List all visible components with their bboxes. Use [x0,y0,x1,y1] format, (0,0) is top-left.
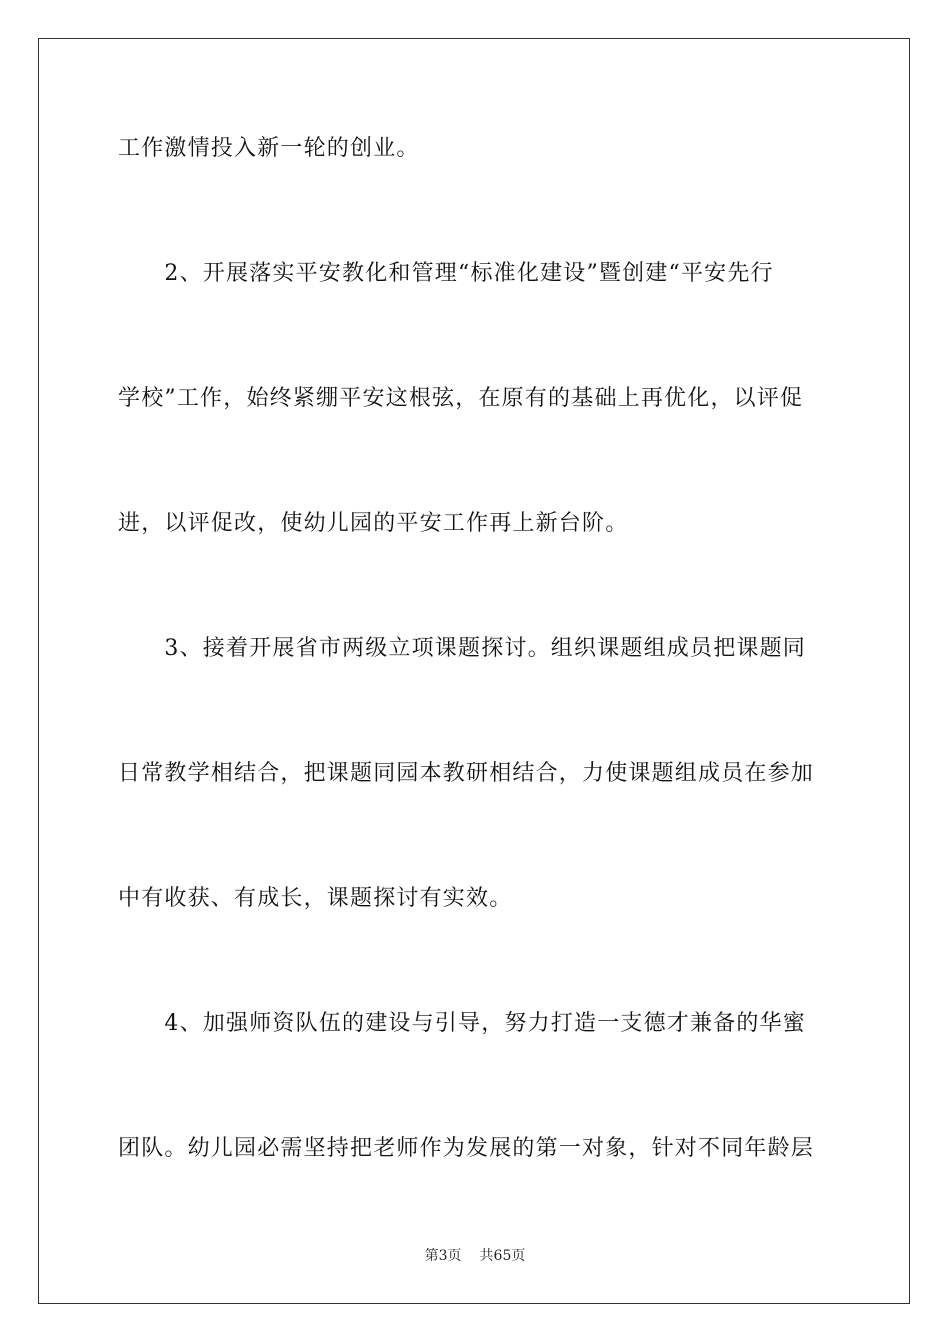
body-line-6: 日常教学相结合，把课题同园本教研相结合，力使课题组成员在参加 [118,761,815,786]
body-line-3: 学校”工作，始终紧绷平安这根弦，在原有的基础上再优化，以评促 [118,386,804,411]
body-line-8: 4、加强师资队伍的建设与引导，努力打造一支德才兼备的华蜜 [118,1011,806,1036]
page-footer [0,1246,950,1266]
page-border [38,38,910,1304]
body-line-1: 工作激情投入新一轮的创业。 [118,136,420,161]
page-number: 第3页 [424,1248,462,1264]
total-pages: 共65页 [479,1248,526,1264]
body-line-9: 团队。幼儿园必需坚持把老师作为发展的第一对象，针对不同年龄层 [118,1136,815,1161]
body-line-7: 中有收获、有成长，课题探讨有实效。 [118,886,513,911]
body-line-4: 进，以评促改，使幼儿园的平安工作再上新台阶。 [118,511,629,536]
body-line-2: 2、开展落实平安教化和管理“标准化建设”暨创建“平安先行 [118,261,774,286]
body-line-5: 3、接着开展省市两级立项课题探讨。组织课题组成员把课题同 [118,636,806,661]
